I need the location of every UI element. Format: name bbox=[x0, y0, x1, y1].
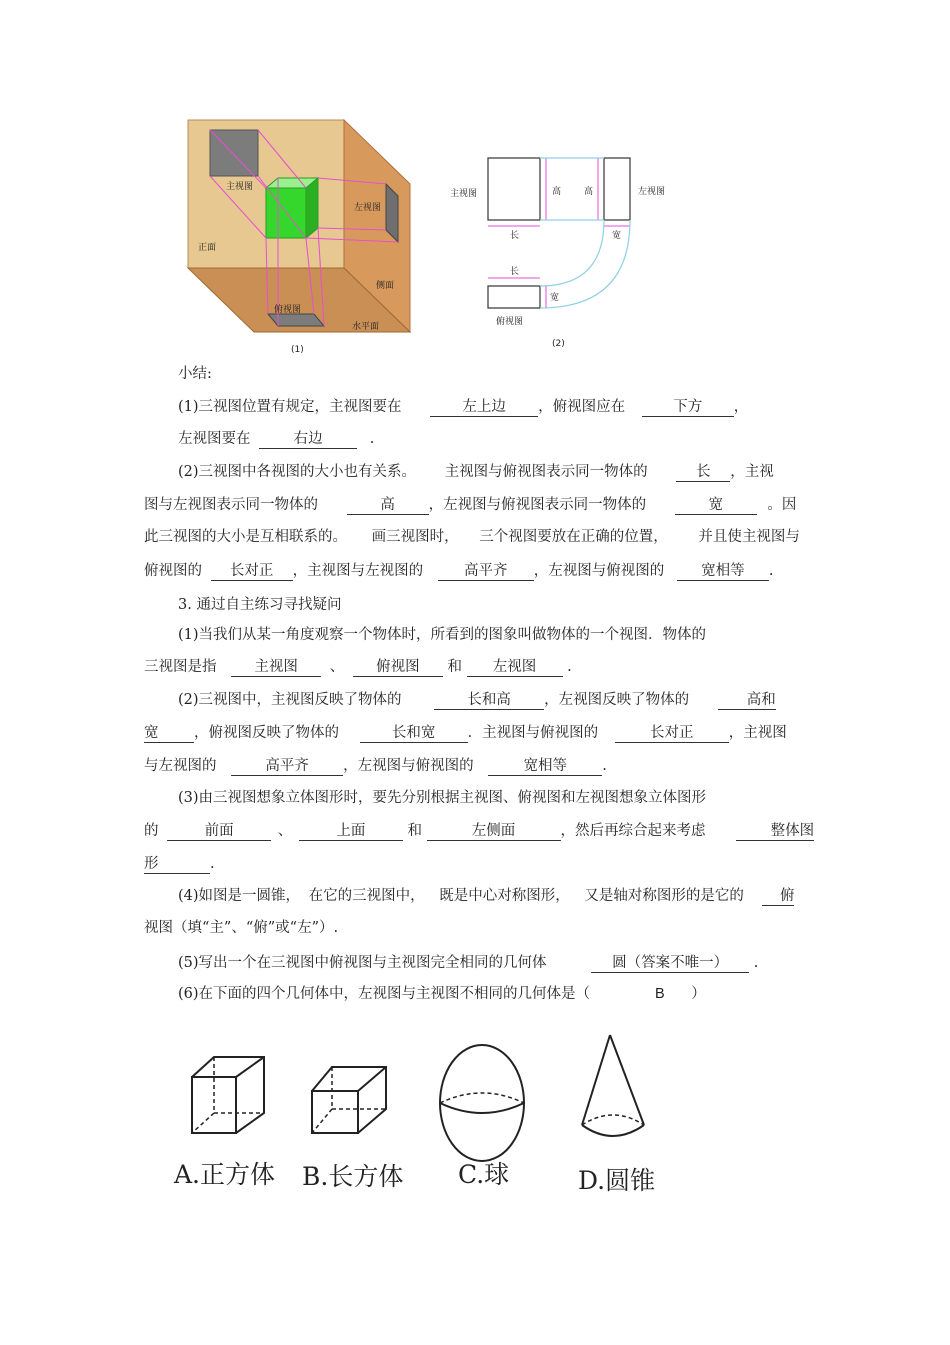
answer-blank: 高 bbox=[347, 496, 429, 515]
q1-line1: (1)当我们从某一角度观察一个物体时，所看到的图象叫做物体的一个视图．物体的 bbox=[178, 627, 707, 643]
text: 与左视图的 bbox=[144, 758, 217, 774]
fig1-horizontal-face-label: 水平面 bbox=[352, 322, 380, 332]
text: ，左视图反映了物体的 bbox=[544, 692, 690, 708]
text: 的 bbox=[144, 823, 159, 839]
text: (4)如图是一圆锥， bbox=[178, 888, 301, 904]
text: ，左视图与俯视图的 bbox=[343, 758, 474, 774]
fig1-front-view-label: 主视图 bbox=[226, 182, 254, 192]
text: 俯视图的 bbox=[144, 563, 202, 579]
answer-blank: 俯 bbox=[762, 887, 794, 906]
q2-line3 bbox=[144, 756, 607, 776]
answer-blank: 俯视图 bbox=[353, 658, 443, 677]
answer-blank: 高平齐 bbox=[231, 757, 343, 776]
text: 和 bbox=[407, 823, 422, 839]
summary-p2-line1 bbox=[178, 462, 774, 482]
cuboid-shape bbox=[312, 1067, 386, 1133]
answer-blank: 宽相等 bbox=[677, 562, 769, 581]
answer-blank: 宽相等 bbox=[488, 757, 602, 776]
answer-blank: 长和宽 bbox=[360, 724, 468, 743]
fig2-wide-label-2: 宽 bbox=[612, 231, 622, 241]
text: 此三视图的大小是互相联系的。 bbox=[144, 529, 347, 545]
text: (2)三视图中，主视图反映了物体的 bbox=[178, 692, 402, 708]
text: 主视图与俯视图表示同一物体的 bbox=[444, 464, 648, 480]
q4-line2: 视图（填“主”、“俯”或“左”）. bbox=[144, 920, 339, 936]
text: . bbox=[602, 758, 607, 774]
text: 三个视图要放在正确的位置， bbox=[479, 529, 668, 545]
answer-blank: 右边 bbox=[259, 430, 357, 449]
answer-blank: 高和 bbox=[718, 691, 776, 710]
fig2-caption: (2) bbox=[552, 339, 565, 349]
shapes-figure bbox=[168, 1025, 668, 1205]
fig2-left-view-label: 左视图 bbox=[638, 187, 666, 197]
text: ，主视 bbox=[730, 464, 774, 480]
q6-line bbox=[178, 984, 706, 1004]
q2-line2 bbox=[144, 723, 787, 743]
text: (6)在下面的四个几何体中，左视图与主视图不相同的几何体是（ bbox=[178, 986, 591, 1002]
text: 和 bbox=[447, 659, 462, 675]
answer-blank: 主视图 bbox=[231, 658, 321, 677]
answer-blank: 圆（答案不唯一） bbox=[591, 954, 749, 973]
sphere-shape bbox=[440, 1045, 524, 1161]
text: 并且使主视图与 bbox=[698, 529, 800, 545]
text: ，左视图与俯视图的 bbox=[533, 563, 665, 579]
q5-line bbox=[178, 953, 758, 973]
text: ．主视图与俯视图的 bbox=[467, 725, 599, 741]
text: 图与左视图表示同一物体的 bbox=[144, 497, 318, 513]
answer-blank: 左侧面 bbox=[427, 822, 561, 841]
text: 。因 bbox=[767, 497, 797, 513]
q4-line1 bbox=[178, 886, 794, 906]
fig2-high-label-2: 高 bbox=[584, 187, 594, 197]
text: (2)三视图中各视图的大小也有关系。 bbox=[178, 464, 417, 480]
q3-line1: (3)由三视图想象立体图形时，要先分别根据主视图、俯视图和左视图想象立体图形 bbox=[178, 790, 707, 806]
q3-line3 bbox=[144, 854, 215, 874]
text: . bbox=[753, 955, 759, 971]
text: . bbox=[210, 856, 215, 872]
section3-title: 3. 通过自主练习寻找疑问 bbox=[178, 597, 342, 613]
summary-p2-line2 bbox=[144, 495, 796, 515]
fig2-front-view-label: 主视图 bbox=[450, 189, 478, 199]
q6-answer: B bbox=[654, 986, 665, 1002]
answer-blank: 下方 bbox=[642, 398, 734, 417]
label-cone: D.圆锥 bbox=[578, 1166, 656, 1195]
answer-blank: 长和高 bbox=[434, 691, 544, 710]
text: ，俯视图应在 bbox=[538, 399, 626, 415]
text: 左视图要在 bbox=[178, 431, 251, 447]
text: 、 bbox=[329, 659, 345, 675]
fig1-caption: (1) bbox=[291, 345, 304, 355]
answer-blank: 前面 bbox=[167, 822, 271, 841]
fig2-high-label-1: 高 bbox=[552, 187, 562, 197]
text: ） bbox=[691, 986, 706, 1002]
cone-shape bbox=[582, 1035, 644, 1136]
answer-blank: 整体图 bbox=[736, 822, 814, 841]
text: . bbox=[567, 659, 572, 675]
fig2-long-label-2: 长 bbox=[510, 267, 520, 277]
text: 、 bbox=[277, 823, 293, 839]
text: ，左视图与俯视图表示同一物体的 bbox=[428, 497, 647, 513]
label-cube: A.正方体 bbox=[174, 1160, 276, 1189]
figure-three-views bbox=[446, 150, 686, 355]
q2-line1 bbox=[178, 690, 776, 710]
summary-title: 小结: bbox=[178, 366, 212, 382]
answer-blank: 长对正 bbox=[615, 724, 729, 743]
fig1-left-view-label: 左视图 bbox=[354, 203, 382, 213]
summary-p1-line2 bbox=[178, 429, 374, 449]
fig2-long-label-1: 长 bbox=[510, 231, 520, 241]
answer-blank: 长对正 bbox=[211, 562, 293, 581]
fig1-top-view-label: 俯视图 bbox=[274, 305, 302, 315]
text: (5)写出一个在三视图中俯视图与主视图完全相同的几何体 bbox=[178, 955, 547, 971]
text: ，然后再综合起来考虑 bbox=[560, 823, 706, 839]
text: . bbox=[369, 431, 375, 447]
text: ，主视图与左视图的 bbox=[292, 563, 424, 579]
summary-p1-line1 bbox=[178, 397, 748, 417]
answer-blank: 上面 bbox=[299, 822, 403, 841]
text: 三视图是指 bbox=[144, 659, 217, 675]
summary-p2-line3 bbox=[144, 527, 800, 547]
q3-line2 bbox=[144, 821, 814, 841]
text: . bbox=[768, 563, 774, 579]
fig2-wide-label-1: 宽 bbox=[550, 293, 560, 303]
text: 既是中心对称图形， bbox=[439, 888, 570, 904]
text: ，俯视图反映了物体的 bbox=[194, 725, 339, 741]
text: ， bbox=[733, 399, 749, 415]
cube-shape bbox=[192, 1057, 264, 1133]
text: 画三视图时， bbox=[371, 529, 459, 545]
q1-line2 bbox=[144, 657, 572, 677]
answer-blank: 宽 bbox=[675, 496, 757, 515]
answer-blank: 形 bbox=[144, 855, 210, 874]
figure-projection-box bbox=[186, 118, 416, 358]
text: ，主视图 bbox=[728, 725, 787, 741]
answer-blank: 左视图 bbox=[467, 658, 563, 677]
fig1-side-face-label: 侧面 bbox=[376, 281, 395, 291]
text: (1)三视图位置有规定，主视图要在 bbox=[178, 399, 402, 415]
label-sphere: C.球 bbox=[458, 1160, 510, 1189]
fig2-top-view-label: 俯视图 bbox=[496, 317, 524, 327]
answer-blank: 长 bbox=[676, 463, 730, 482]
label-cuboid: B.长方体 bbox=[302, 1162, 404, 1191]
answer-blank: 左上边 bbox=[430, 398, 538, 417]
summary-p2-line4 bbox=[144, 561, 773, 581]
text: 又是轴对称图形的是它的 bbox=[584, 888, 744, 904]
answer-blank: 高平齐 bbox=[438, 562, 534, 581]
text: 在它的三视图中， bbox=[308, 888, 425, 904]
answer-blank: 宽 bbox=[144, 724, 194, 743]
fig1-front-face-label: 正面 bbox=[198, 243, 217, 253]
